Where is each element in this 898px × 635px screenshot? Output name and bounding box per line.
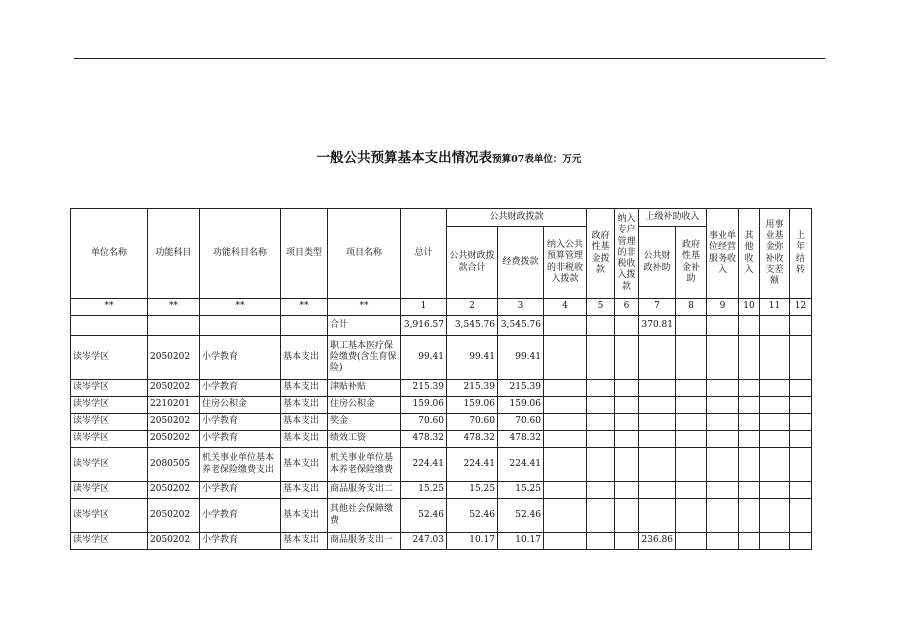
index-cell: ** <box>148 299 200 316</box>
item-name-cell: 商品服务支出一 <box>328 533 401 550</box>
table-row <box>71 431 812 448</box>
total-cell: 70.60 <box>401 414 447 431</box>
type-cell: 基本支出 <box>281 448 328 482</box>
type-cell: 基本支出 <box>281 482 328 499</box>
total-cell: 99.41 <box>401 336 447 380</box>
public-finance-subsidy-cell <box>639 397 676 414</box>
empty-cell <box>760 533 790 550</box>
empty-cell <box>676 414 707 431</box>
type-cell: 基本支出 <box>281 431 328 448</box>
header-total: 总计 <box>401 209 447 299</box>
public-finance-total-cell: 224.41 <box>447 448 498 482</box>
code-cell: 2050202 <box>148 414 200 431</box>
summary-total: 3,916.57 <box>401 316 447 336</box>
empty-cell <box>587 431 615 448</box>
func-name-cell: 机关事业单位基本养老保险缴费支出 <box>200 448 281 482</box>
empty-cell <box>544 533 587 550</box>
empty-cell <box>707 482 739 499</box>
empty-cell <box>587 336 615 380</box>
empty-cell <box>587 499 615 533</box>
func-name-cell: 小学教育 <box>200 482 281 499</box>
func-name-cell: 小学教育 <box>200 380 281 397</box>
item-name-cell: 奖金 <box>328 414 401 431</box>
item-name-cell: 津贴补贴 <box>328 380 401 397</box>
func-name-cell: 小学教育 <box>200 414 281 431</box>
empty-cell <box>615 414 639 431</box>
empty-cell <box>707 499 739 533</box>
empty-cell <box>707 380 739 397</box>
empty-cell <box>760 499 790 533</box>
empty-cell <box>615 380 639 397</box>
empty-cell <box>707 397 739 414</box>
fee-allocation-cell: 159.06 <box>498 397 544 414</box>
unit-cell: 读岑学区 <box>71 431 148 448</box>
empty-cell <box>544 380 587 397</box>
func-name-cell: 小学教育 <box>200 336 281 380</box>
empty-cell <box>707 448 739 482</box>
table-header <box>71 209 812 336</box>
unit-cell: 读岑学区 <box>71 533 148 550</box>
empty-cell <box>790 336 812 380</box>
type-cell: 基本支出 <box>281 414 328 431</box>
public-finance-total-cell: 159.06 <box>447 397 498 414</box>
public-finance-subsidy-cell <box>639 482 676 499</box>
header-nontax-public: 纳入公共预算管理的非税收入拨款 <box>544 227 587 299</box>
empty-cell <box>790 448 812 482</box>
code-cell: 2210201 <box>148 397 200 414</box>
header-public-finance-subsidy: 公共财政补助 <box>639 227 676 299</box>
index-cell: 2 <box>447 299 498 316</box>
empty-cell <box>739 482 760 499</box>
func-name-cell: 小学教育 <box>200 431 281 448</box>
top-rule <box>74 58 825 59</box>
summary-label: 合计 <box>328 316 401 336</box>
table-row <box>71 336 812 380</box>
code-cell: 2050202 <box>148 533 200 550</box>
empty-cell <box>676 533 707 550</box>
type-cell: 基本支出 <box>281 336 328 380</box>
empty-cell <box>760 482 790 499</box>
empty-cell <box>676 431 707 448</box>
code-cell: 2050202 <box>148 380 200 397</box>
public-finance-subsidy-cell: 236.86 <box>639 533 676 550</box>
empty-cell <box>615 431 639 448</box>
empty-cell <box>615 397 639 414</box>
empty-cell <box>790 533 812 550</box>
public-finance-subsidy-cell <box>639 380 676 397</box>
empty-cell <box>544 397 587 414</box>
public-finance-total-cell: 478.32 <box>447 431 498 448</box>
header-func-name: 功能科目名称 <box>200 209 281 299</box>
empty-cell <box>676 397 707 414</box>
empty-cell <box>739 448 760 482</box>
type-cell: 基本支出 <box>281 533 328 550</box>
empty-cell <box>587 397 615 414</box>
index-cell: 3 <box>498 299 544 316</box>
header-gov-fund-subsidy: 政府性基金补助 <box>676 227 707 299</box>
type-cell: 基本支出 <box>281 499 328 533</box>
empty-cell <box>587 533 615 550</box>
table-body <box>71 336 812 550</box>
index-cell: 4 <box>544 299 587 316</box>
title-sub: 预算07表单位：万元 <box>492 154 582 165</box>
item-name-cell: 其他社会保障缴费 <box>328 499 401 533</box>
index-cell: 7 <box>639 299 676 316</box>
public-finance-total-cell: 10.17 <box>447 533 498 550</box>
func-name-cell: 小学教育 <box>200 533 281 550</box>
type-cell: 基本支出 <box>281 380 328 397</box>
code-cell: 2050202 <box>148 431 200 448</box>
total-cell: 247.03 <box>401 533 447 550</box>
index-cell: ** <box>281 299 328 316</box>
empty-cell <box>615 499 639 533</box>
total-cell: 224.41 <box>401 448 447 482</box>
summary-fee-allocation: 3,545.76 <box>498 316 544 336</box>
type-cell: 基本支出 <box>281 397 328 414</box>
index-cell: 9 <box>707 299 739 316</box>
budget-table <box>70 208 812 550</box>
fee-allocation-cell: 52.46 <box>498 499 544 533</box>
table-row <box>71 397 812 414</box>
empty-cell <box>676 482 707 499</box>
index-cell: 8 <box>676 299 707 316</box>
index-row <box>71 299 812 316</box>
code-cell: 2050202 <box>148 482 200 499</box>
index-cell: 11 <box>760 299 790 316</box>
empty-cell <box>676 448 707 482</box>
empty-cell <box>760 397 790 414</box>
empty-cell <box>760 336 790 380</box>
unit-cell: 读岑学区 <box>71 397 148 414</box>
fee-allocation-cell: 70.60 <box>498 414 544 431</box>
header-other-income: 其他收入 <box>739 209 760 299</box>
index-cell: 12 <box>790 299 812 316</box>
header-carry-over: 上年结转 <box>790 209 812 299</box>
empty-cell <box>544 499 587 533</box>
empty-cell <box>790 499 812 533</box>
unit-cell: 读岑学区 <box>71 336 148 380</box>
header-fee-allocation: 经费拨款 <box>498 227 544 299</box>
empty-cell <box>760 380 790 397</box>
func-name-cell: 小学教育 <box>200 499 281 533</box>
empty-cell <box>544 482 587 499</box>
total-cell: 215.39 <box>401 380 447 397</box>
total-cell: 159.06 <box>401 397 447 414</box>
public-finance-subsidy-cell <box>639 336 676 380</box>
summary-row <box>71 316 812 336</box>
empty-cell <box>676 380 707 397</box>
fee-allocation-cell: 15.25 <box>498 482 544 499</box>
index-cell: 6 <box>615 299 639 316</box>
fee-allocation-cell: 10.17 <box>498 533 544 550</box>
total-cell: 478.32 <box>401 431 447 448</box>
empty-cell <box>739 499 760 533</box>
empty-cell <box>615 533 639 550</box>
total-cell: 52.46 <box>401 499 447 533</box>
empty-cell <box>587 448 615 482</box>
empty-cell <box>587 414 615 431</box>
empty-cell <box>707 533 739 550</box>
header-public-finance-group: 公共财政拨款 <box>447 209 587 227</box>
header-unit-name: 单位名称 <box>71 209 148 299</box>
header-reserve-fund: 用事业基金弥补收支差额 <box>760 209 790 299</box>
table-row <box>71 448 812 482</box>
summary-public-finance-subsidy: 370.81 <box>639 316 676 336</box>
fee-allocation-cell: 99.41 <box>498 336 544 380</box>
header-superior-subsidy-group: 上级补助收入 <box>639 209 707 227</box>
table-row <box>71 533 812 550</box>
public-finance-total-cell: 215.39 <box>447 380 498 397</box>
empty-cell <box>707 414 739 431</box>
empty-cell <box>544 431 587 448</box>
index-cell: ** <box>71 299 148 316</box>
index-cell: ** <box>200 299 281 316</box>
code-cell: 2080505 <box>148 448 200 482</box>
index-cell: ** <box>328 299 401 316</box>
unit-cell: 读岑学区 <box>71 380 148 397</box>
item-name-cell: 职工基本医疗保险缴费(含生育保险) <box>328 336 401 380</box>
empty-cell <box>615 448 639 482</box>
item-name-cell: 住房公积金 <box>328 397 401 414</box>
table-row <box>71 499 812 533</box>
item-name-cell: 商品服务支出二 <box>328 482 401 499</box>
header-public-finance-total: 公共财政拨款合计 <box>447 227 498 299</box>
empty-cell <box>707 431 739 448</box>
index-cell: 10 <box>739 299 760 316</box>
unit-cell: 读岑学区 <box>71 448 148 482</box>
public-finance-subsidy-cell <box>639 431 676 448</box>
fee-allocation-cell: 478.32 <box>498 431 544 448</box>
empty-cell <box>544 414 587 431</box>
func-name-cell: 住房公积金 <box>200 397 281 414</box>
empty-cell <box>615 336 639 380</box>
item-name-cell: 机关事业单位基本养老保险缴费 <box>328 448 401 482</box>
empty-cell <box>707 336 739 380</box>
unit-cell: 读岑学区 <box>71 482 148 499</box>
empty-cell <box>739 397 760 414</box>
public-finance-total-cell: 52.46 <box>447 499 498 533</box>
empty-cell <box>615 482 639 499</box>
table-row <box>71 380 812 397</box>
code-cell: 2050202 <box>148 499 200 533</box>
header-item-name: 项目名称 <box>328 209 401 299</box>
empty-cell <box>544 448 587 482</box>
empty-cell <box>760 431 790 448</box>
empty-cell <box>544 336 587 380</box>
empty-cell <box>760 448 790 482</box>
empty-cell <box>676 499 707 533</box>
fee-allocation-cell: 224.41 <box>498 448 544 482</box>
title-main: 一般公共预算基本支出情况表 <box>316 150 493 166</box>
index-cell: 5 <box>587 299 615 316</box>
empty-cell <box>739 380 760 397</box>
item-name-cell: 绩效工资 <box>328 431 401 448</box>
empty-cell <box>790 482 812 499</box>
empty-cell <box>676 336 707 380</box>
summary-public-finance-total: 3,545.76 <box>447 316 498 336</box>
table-row <box>71 414 812 431</box>
public-finance-total-cell: 15.25 <box>447 482 498 499</box>
empty-cell <box>790 397 812 414</box>
public-finance-subsidy-cell <box>639 414 676 431</box>
index-cell: 1 <box>401 299 447 316</box>
code-cell: 2050202 <box>148 336 200 380</box>
table-row <box>71 482 812 499</box>
unit-cell: 读岑学区 <box>71 414 148 431</box>
header-institution-service: 事业单位经营服务收入 <box>707 209 739 299</box>
empty-cell <box>790 380 812 397</box>
empty-cell <box>739 431 760 448</box>
empty-cell <box>587 482 615 499</box>
fee-allocation-cell: 215.39 <box>498 380 544 397</box>
empty-cell <box>739 533 760 550</box>
public-finance-total-cell: 99.41 <box>447 336 498 380</box>
header-item-type: 项目类型 <box>281 209 328 299</box>
empty-cell <box>790 414 812 431</box>
public-finance-total-cell: 70.60 <box>447 414 498 431</box>
public-finance-subsidy-cell <box>639 499 676 533</box>
header-func-code: 功能科目 <box>148 209 200 299</box>
empty-cell <box>739 336 760 380</box>
unit-cell: 读岑学区 <box>71 499 148 533</box>
empty-cell <box>790 431 812 448</box>
empty-cell <box>587 380 615 397</box>
public-finance-subsidy-cell <box>639 448 676 482</box>
total-cell: 15.25 <box>401 482 447 499</box>
header-gov-fund: 政府性基金拨款 <box>587 209 615 299</box>
empty-cell <box>760 414 790 431</box>
empty-cell <box>739 414 760 431</box>
table-title <box>0 146 898 166</box>
header-nontax-special: 纳入专户管理的非税收入拨款 <box>615 209 639 299</box>
